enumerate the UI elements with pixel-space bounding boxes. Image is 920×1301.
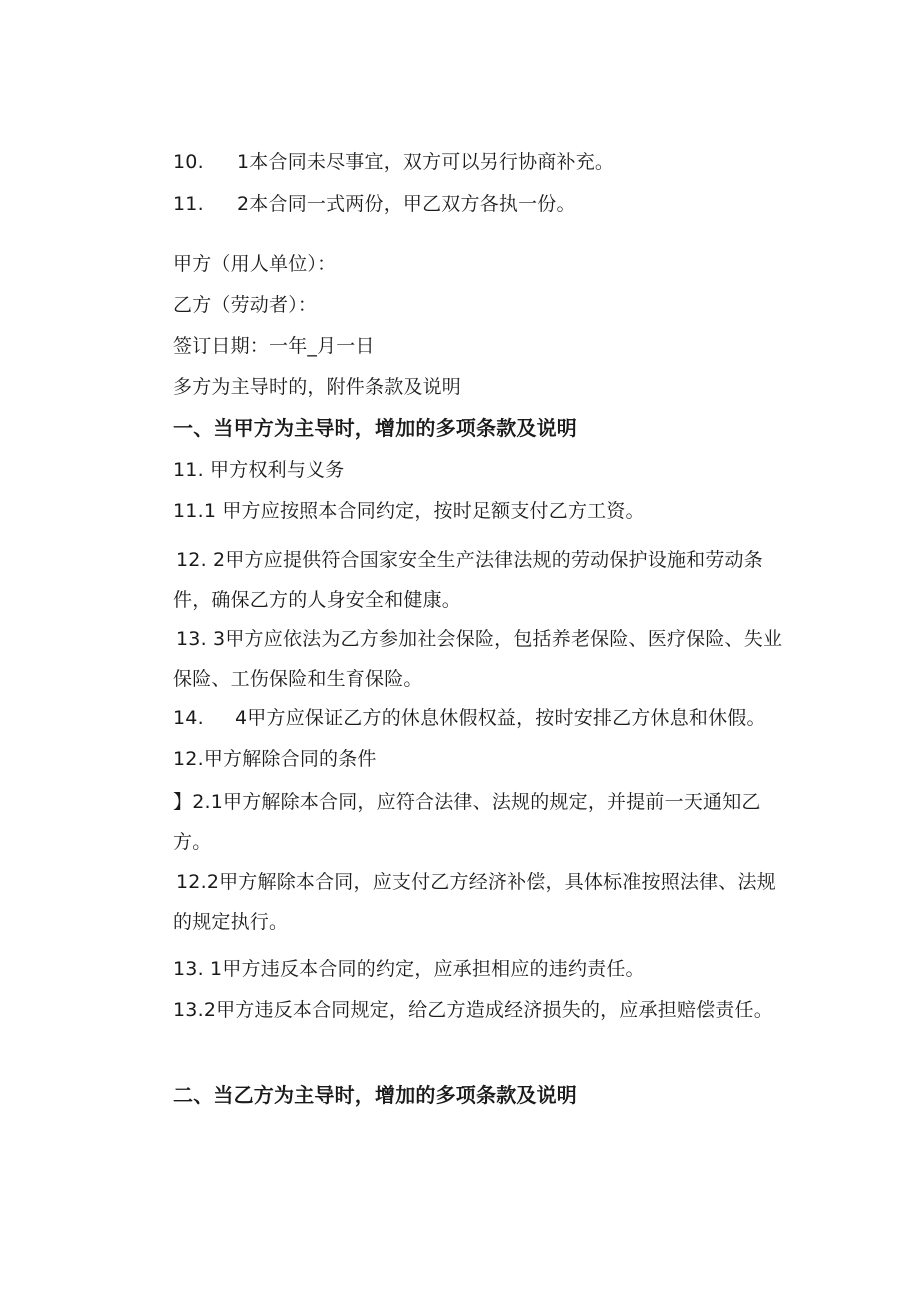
clause-13-2: 13.2甲方违反本合同规定，给乙方造成经济损失的，应承担赔偿责任。 bbox=[173, 999, 773, 1021]
clause-11-title: 11. 甲方权利与义务 bbox=[173, 459, 345, 481]
clause-13-1: 13. 1甲方违反本合同的约定，应承担相应的违约责任。 bbox=[173, 958, 645, 980]
clause-number: 10. bbox=[173, 151, 204, 173]
clause-10 bbox=[173, 150, 614, 174]
clause-11 bbox=[173, 192, 576, 216]
clause-text: 4甲方应保证乙方的休息休假权益，按时安排乙方休息和休假。 bbox=[235, 707, 766, 729]
clause-12-2: 12. 2甲方应提供符合国家安全生产法律法规的劳动保护设施和劳动条件，确保乙方的人身安全和健康。 bbox=[173, 549, 763, 611]
clause-number: 11. bbox=[173, 193, 204, 215]
clause-14-4 bbox=[173, 706, 766, 730]
clause-text: 1本合同未尽事宜，双方可以另行协商补充。 bbox=[237, 151, 615, 173]
sign-date-line: 签订日期：一年_月一日 bbox=[173, 335, 375, 357]
section1-heading: 一、当甲方为主导时，增加的多项条款及说明 bbox=[173, 416, 577, 440]
party-a-line: 甲方（用人单位）： bbox=[173, 253, 337, 275]
party-b-line: 乙方（劳动者）： bbox=[173, 294, 318, 316]
clause-12-title: 12.甲方解除合同的条件 bbox=[173, 748, 377, 770]
appendix-intro: 多方为主导时的，附件条款及说明 bbox=[173, 376, 462, 398]
clause-13-3: 13. 3甲方应依法为乙方参加社会保险，包括养老保险、医疗保险、失业保险、工伤保险和生育保险。 bbox=[173, 628, 783, 690]
clause-text: 2本合同一式两份，甲乙双方各执一份。 bbox=[237, 193, 576, 215]
clause-11-1: 11.1 甲方应按照本合同约定，按时足额支付乙方工资。 bbox=[173, 500, 645, 522]
clause-12-1: 】2.1甲方解除本合同，应符合法律、法规的规定，并提前一天通知乙方。 bbox=[173, 791, 761, 853]
clause-12-2b: 12.2甲方解除本合同，应支付乙方经济补偿，具体标准按照法律、法规的规定执行。 bbox=[173, 871, 776, 933]
section2-heading: 二、当乙方为主导时，增加的多项条款及说明 bbox=[173, 1083, 577, 1107]
clause-number: 14. bbox=[173, 707, 204, 729]
